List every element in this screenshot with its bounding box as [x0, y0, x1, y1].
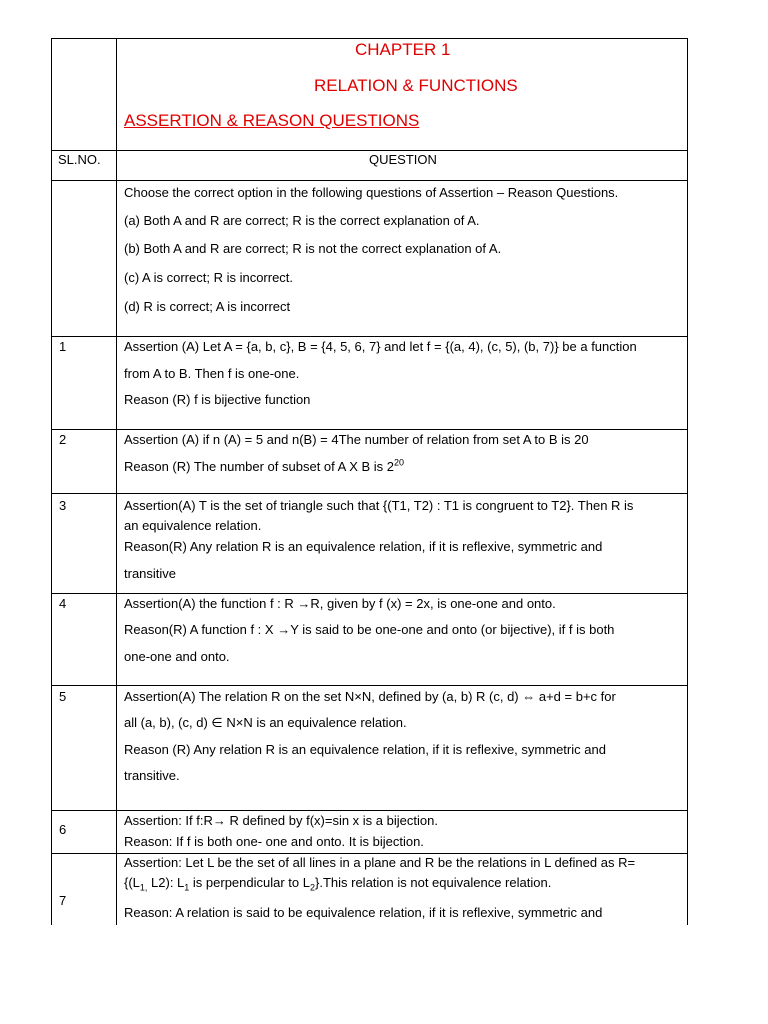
question-line: Assertion (A) if n (A) = 5 and n(B) = 4The number of relation from set A to B is 20	[124, 432, 589, 447]
question-line: Reason(R) A function f : X →Y is said to be one-one and onto (or bijective), if f is both	[124, 622, 615, 637]
question-number: 3	[59, 498, 67, 513]
row-divider	[51, 150, 688, 151]
question-line: transitive	[124, 566, 177, 581]
question-line: Reason (R) The number of subset of A X B is $2^{20}$	[124, 457, 405, 474]
question-line: from A to B. Then f is one-one.	[124, 366, 300, 381]
question-line: Assertion(A) T is the set of triangle such that {(T1, T2) : T1 is congruent to T2}. Then R is	[124, 498, 634, 513]
row-divider	[51, 429, 688, 430]
question-line: one-one and onto.	[124, 649, 230, 664]
instruction-intro: Choose the correct option in the following questions of Assertion – Reason Questions.	[124, 185, 619, 200]
row-divider	[51, 810, 688, 811]
question-line: Reason (R) f is bijective function	[124, 392, 311, 407]
question-line: {($L_{1,}$ L2): $L_1$ is perpendicular to $L_2\}.This$ relation is not equivalence relation.	[124, 875, 552, 893]
option-c: (c) A is correct; R is incorrect.	[124, 270, 294, 285]
question-number: 6	[59, 822, 67, 837]
option-d: (d) R is correct; A is incorrect	[124, 299, 291, 314]
question-number: 5	[59, 689, 67, 704]
option-b: (b) Both A and R are correct; R is not the correct explanation of A.	[124, 241, 502, 256]
row-divider	[51, 493, 688, 494]
question-number: 2	[59, 432, 67, 447]
sl-no-header: SL.NO.	[58, 152, 101, 167]
chapter-title: CHAPTER 1	[355, 40, 451, 59]
question-line: Assertion(A) the function f : R →R, given by f (x) = 2x, is one-one and onto.	[124, 596, 556, 611]
section-title: ASSERTION & REASON QUESTIONS	[124, 111, 420, 130]
question-line: Assertion (A) Let A = {a, b, c}, B = {4, 5, 6, 7} and let f = {(a, 4), (c, 5), (b, 7)} be a function	[124, 339, 637, 354]
question-line: Assertion: If f:R→ R defined by f(x)=sin x is a bijection.	[124, 813, 438, 828]
subject-title: RELATION & FUNCTIONS	[314, 76, 518, 95]
question-line: Reason: A relation is said to be equivalence relation, if it is reflexive, symmetric and	[124, 905, 603, 920]
row-divider	[51, 593, 688, 594]
column-divider	[116, 38, 117, 925]
question-number: 7	[59, 893, 67, 908]
question-line: all (a, b), (c, d) ∈ N×N is an equivalence relation.	[124, 715, 407, 730]
question-header: QUESTION	[369, 152, 437, 167]
question-line: Assertion(A) The relation R on the set N×N, defined by (a, b) R (c, d) ⇔ a+d = b+c for	[124, 689, 616, 704]
question-line: Assertion: Let L be the set of all lines in a plane and R be the relations in L defined as R=	[124, 855, 636, 870]
question-number: 1	[59, 339, 67, 354]
question-line: transitive.	[124, 768, 180, 783]
question-line: Reason(R) Any relation R is an equivalence relation, if it is reflexive, symmetric and	[124, 539, 603, 554]
question-number: 4	[59, 596, 67, 611]
row-divider	[51, 180, 688, 181]
question-line: an equivalence relation.	[124, 518, 262, 533]
row-divider	[51, 685, 688, 686]
question-table	[51, 38, 688, 925]
option-a: (a) Both A and R are correct; R is the correct explanation of A.	[124, 213, 480, 228]
question-line: Reason (R) Any relation R is an equivalence relation, if it is reflexive, symmetric and	[124, 742, 606, 757]
row-divider	[51, 853, 688, 854]
row-divider	[51, 336, 688, 337]
question-line: Reason: If f is both one- one and onto. It is bijection.	[124, 834, 424, 849]
